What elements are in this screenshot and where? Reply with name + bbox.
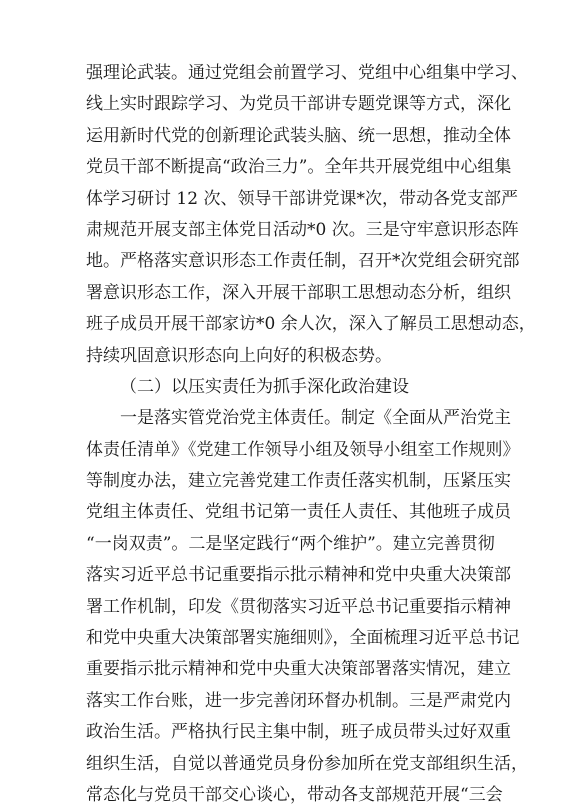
text-line: 运用新时代党的创新理论武装头脑、统一思想，推动全体	[86, 125, 511, 146]
text-line: 线上实时跟踪学习、为党员干部讲专题党课等方式，深化	[86, 94, 511, 115]
text-line: 落实习近平总书记重要指示批示精神和党中央重大决策部	[86, 565, 511, 586]
text-line: 强理论武装。通过党组会前置学习、党组中心组集中学习、	[86, 63, 528, 83]
text-line: 落实工作台账，进一步完善闭环督办机制。三是严肃党内	[86, 690, 511, 711]
text-line: 党员干部不断提高“政治三力”。全年共开展党组中心组集	[86, 157, 512, 178]
text-line: 体责任清单》《党建工作领导小组及领导小组室工作规则》	[86, 439, 520, 460]
text-line: 常态化与党员干部交心谈心，带动各支部规范开展“三会	[86, 784, 503, 805]
text-line: “一岗双责”。二是坚定践行“两个维护”。建立完善贯彻	[86, 533, 495, 554]
text-line: 班子成员开展干部家访*0 余人次，深入了解员工思想动态，	[86, 314, 536, 335]
text-line: 政治生活。严格执行民主集中制，班子成员带头过好双重	[86, 722, 511, 743]
text-line: 署意识形态工作，深入开展干部职工思想动态分析，组织	[86, 282, 511, 303]
text-line: 和党中央重大决策部署实施细则》，全面梳理习近平总书记	[86, 628, 520, 649]
text-line: 署工作机制，印发《贯彻落实习近平总书记重要指示精神	[86, 596, 511, 617]
text-line: 组织生活，自觉以普通党员身份参加所在党支部组织生活，	[86, 753, 528, 774]
paragraph-first-line: 一是落实管党治党主体责任。制定《全面从严治党主	[120, 408, 511, 429]
text-line: 重要指示批示精神和党中央重大决策部署落实情况，建立	[86, 659, 511, 680]
body-text	[86, 58, 536, 811]
text-line: 等制度办法，建立完善党建工作责任落实机制，压紧压实	[86, 471, 511, 492]
text-line: 地。严格落实意识形态工作责任制，召开*次党组会研究部	[86, 251, 520, 272]
text-line: 肃规范开展支部主体党日活动*0 次。三是守牢意识形态阵	[86, 219, 519, 240]
text-line: 持续巩固意识形态向上向好的积极态势。	[86, 345, 392, 366]
text-line: 体学习研讨 12 次、领导干部讲党课*次，带动各党支部严	[86, 188, 518, 209]
section-heading: （二）以压实责任为抓手深化政治建设	[120, 376, 409, 397]
text-line: 党组主体责任、党组书记第一责任人责任、其他班子成员	[86, 502, 511, 523]
